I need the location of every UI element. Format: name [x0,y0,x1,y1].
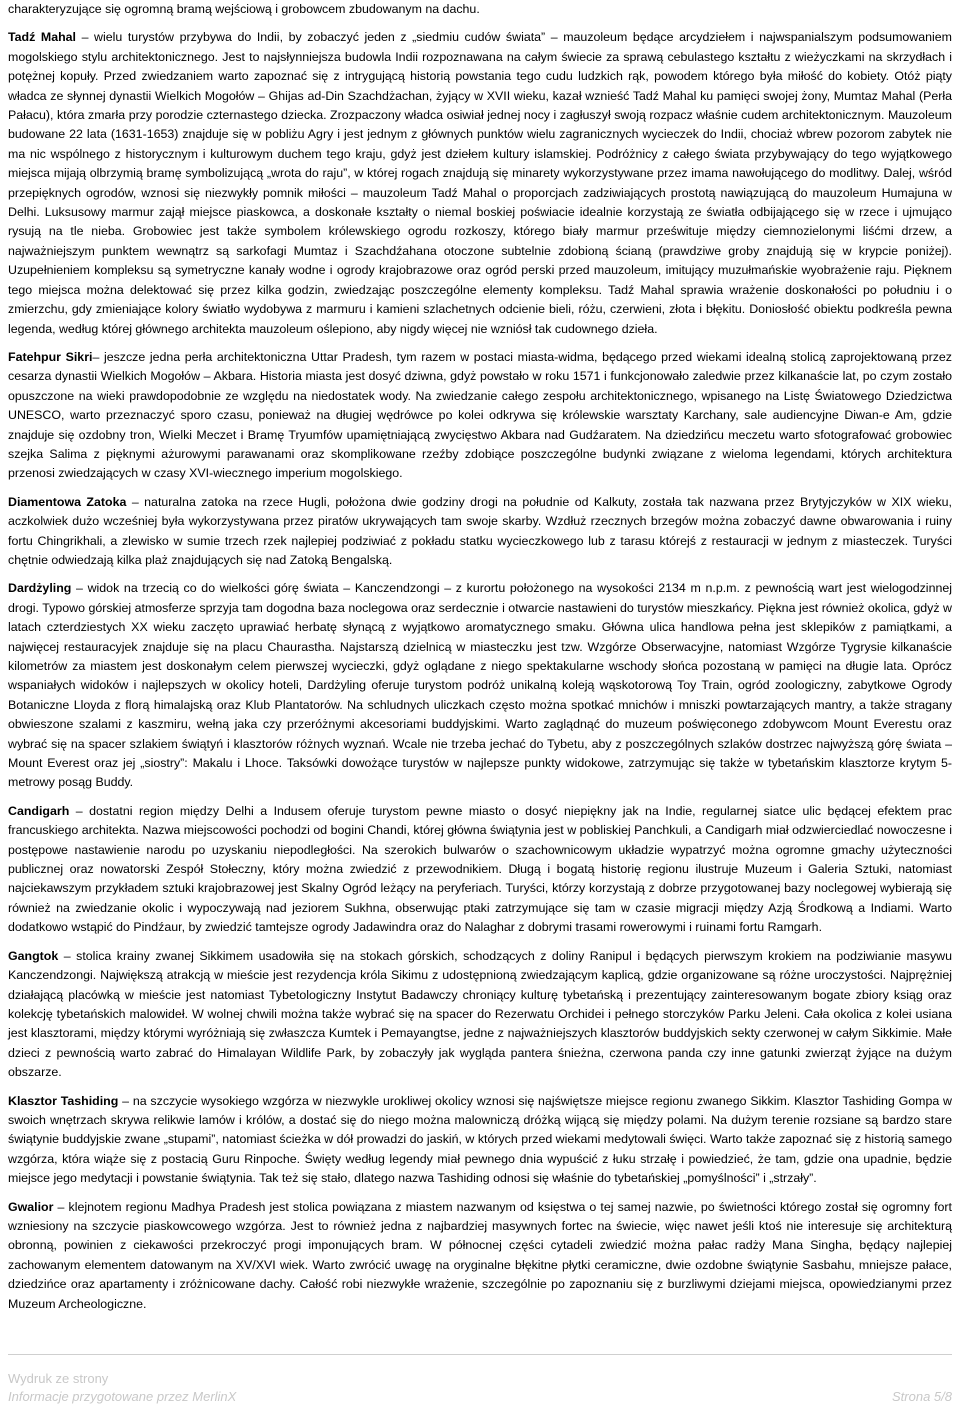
paragraph-heading: Tadź Mahal [8,30,76,45]
footer-page-number: Strona 5/8 [892,1389,952,1404]
footer-print-label: Wydruk ze strony [8,1371,109,1386]
paragraph-text: – na szczycie wysokiego wzgórza w niezwykle urokliwej okolicy wznosi się najświętsze miejsce regionu zwanego Sikkim. Klasztor Tashiding Gompa w swoich wnętrzach skrywa relikwie lamów i królów, a dostać się do niego można malowniczą dróżką wijącą się między polami. Na dużym terenie rozsiane są bardzo stare świątynie buddyjskie zwane „stupami”, natomiast ścieżka w dół prowadzi do jaskiń, w których przed wiekami medytowali święci. Warto także zapoznać się z historią samego wzgórza, która wiąże się z postacią Guru Rinpoche. Święty według legendy miał pewnego dnia wypuścić z łuku strzałę i powiedzieć, że tam, gdzie ona upadnie, będzie miejsce jego medytacji i powstanie świątynia. Tak też się stało, dlatego nazwa Tashiding odnosi się właśnie do tybetańskiej „pomyślności” i „strzały”. [8,1093,952,1186]
paragraph-text: – widok na trzecią co do wielkości górę świata – Kanczendzongi – z kurortu położonego na wysokości 2134 m n.p.m. z pewnością wart jest wielogodzinnej drogi. Typowo górskiej atmosferze sprzyja tam dogodna baza noclegowa oraz serdecznie i otwarcie nastawieni do turystów mieszkańcy. Piękna jest również okolica, gdyż w latach czterdziestych XX wieku zaczęto uprawiać herbatę słynącą z wyjątkowo aromatycznego smaku. Główna ulica handlowa pełna jest sklepików z pamiątkami, a najwięcej restauracyjek znajduje się na placu Chaurastha. Najstarszą dzielnicą w miasteczku jest tzw. Wzgórze Obserwacyjne, natomiast Wzgórze Tygrysie kilkanaście kilometrów za miastem jest doskonałym celem pierwszej wycieczki, gdyż oglądane z niego spektakularne wschody słońca pozostaną w pamięci na długie lata. Oprócz wspaniałych widoków i najlepszych w okolicy hoteli, Dardżyling oferuje turystom podróż unikalną koleją wąskotorową Toy Train, ogród zoologiczny, zabytkowe Ogrody Botaniczne Lloyda z florą himalajską oraz Klub Plantatorów. Na schludnych uliczkach często można spotkać mnichów i mniszki powtarzających mantry, a także stragany obwieszone szalami z kaszmiru, wełną jaka czy przeróżnymi akcesoriami buddyjskimi. Warto zaglądnąć do muzeum poświęconego zdobywcom Mount Everestu oraz wybrać się na spacer szlakiem świątyń i klasztorów różnych wyznań. Wcale nie trzeba jechać do Tybetu, aby z poszczególnych szlaków dostrzec najwyższą górę świata – Mount Everest oraz jej „siostry”: Makalu i Lhoce. Taksówki dowożące turystów w najlepsze punkty widokowe, zatrzymując się także w tybetańskim klasztorze krytym 5-metrowy posąg Buddy. [8,581,952,790]
paragraph-heading: Klasztor Tashiding [8,1093,119,1108]
paragraph-heading: Dardżyling [8,581,72,596]
paragraph [8,493,952,571]
paragraph-text: charakteryzujące się ogromną bramą wejściową i grobowcem zbudowanym na dachu. [8,2,480,16]
paragraph-text: – klejnotem regionu Madhya Pradesh jest stolica powiązana z miastem nazwanym od księstwa o tej samej nazwie, po świetności którego został się ogromny fort wzniesiony na szczycie piaskowcowego wzgórza. Jest to również jedna z najbardziej masywnych fortec na świecie, więc nawet jeśli ktoś nie interesuje się architekturą obronną, powinien z ciekawości przekroczyć progi imponujących bram. W północnej części cytadeli zwiedzić można pałac radży Mana Singha, będący najlepiej zachowanym elementem datowanym na XV/XVI wiek. Warto zwrócić uwagę na oryginalne błękitne płytki ceramiczne, dwie ozdobne świątynie Sasbahu, mniejsze pałace, dziedzińce oraz apartamenty i zróżnicowane dachy. Całość robi niezwykłe wrażenie, szczególnie po zapoznaniu się z burzliwymi dziejami miejsca, opowiedzianymi przez Muzeum Archeologiczne. [8,1199,952,1311]
paragraph-heading: Gwalior [8,1199,54,1214]
paragraph [8,28,952,339]
footer-divider [8,1354,952,1355]
paragraph [8,0,952,19]
paragraph [8,1092,952,1189]
paragraph-text: – jeszcze jedna perła architektoniczna Uttar Pradesh, tym razem w postaci miasta-widma, będącego przed wiekami idealną stolicą zaprojektowaną przez cesarza dynastii Wielkich Mogołów – Akbara. Historia miasta jest dosyć dziwna, gdyż powstało w roku 1571 i funkcjonowało zaledwie przez kilkanaście lat, po czym zostało opuszczone na wieki prawdopodobnie ze względu na niedostatek wody. Na zwiedzanie całego zespołu architektonicznego, wpisanego na Listę Światowego Dziedzictwa UNESCO, warto przeznaczyć sporo czasu, ponieważ na długiej wędrówce po kolei odkrywa się królewskie warsztaty Karchany, sale audiencyjne Diwan-e Am, gdzie znajduje się ozdobny tron, Wielki Meczet i Bramę Tryumfów upamiętniającą zwycięstwo Akbara nad Gudźaratem. Na dziedzińcu meczetu warto sfotografować grobowiec szejka Salima z pięknymi ażurowymi parawanami oraz skomplikowane rzeźby zdobiące poszczególne budynki związane z wieloma legendami, których architektura przenosi zwiedzających w czasy XVI-wiecznego imperium mogolskiego. [8,349,952,481]
paragraph-heading: Diamentowa Zatoka [8,494,127,509]
document-body [8,0,952,1323]
paragraph-text: – naturalna zatoka na rzece Hugli, położona dwie godziny drogi na południe od Kalkuty, została tak nazwana przez Brytyjczyków w XIX wieku, aczkolwiek dużo wcześniej była wykorzystywana przez piratów ukrywających tam swoje skarby. Wzdłuż rzecznych brzegów można zobaczyć dawne obwarowania i ruiny fortu Chingrikhali, a zlewisko w sumie trzech rzek najlepiej podziwiać z pokładu statku wycieczkowego lub z tarasu którejś z restauracji w jednym z miasteczek. Turyści chętnie odwiedzają kilka plaż znajdujących się nad Zatoką Bengalską. [8,494,952,567]
paragraph-text: – stolica krainy zwanej Sikkimem usadowiła się na stokach górskich, schodzących z doliny Ranipul i będących pierwszym krokiem na podziwianie masywu Kanczendzongi. Największą atrakcją w mieście jest rezydencja króla Sikimu z udostępnioną zwiedzającym kaplicą, gdzie organizowane są różne uroczystości. Najprężniej działającą placówką w mieście jest natomiast Tybetologiczny Instytut Badawczy chroniący kulturę tybetańską i prezentujący zainteresowanym bogate zbiory ksiąg oraz kolekcję tybetańskich malowideł. W wolnej chwili można także wybrać się na spacer do Rezerwatu Orchidei i pełnego storczyków Parku Jeleni. Cała okolica z kolei usiana jest klasztorami, między którymi wyróżniają się zwłaszcza Kumtek i Pemayangtse, jedne z najważniejszych klasztorów buddyjskich sekty czerwonej w całym Sikkimie. Małe dzieci z pewnością warto zabrać do Himalayan Wildlife Park, by zobaczyły jak wygląda pantera śnieżna, czerwona panda czy inne gatunki zwierząt żyjące na dużym obszarze. [8,948,952,1080]
paragraph [8,579,952,792]
paragraph-heading: Gangtok [8,948,59,963]
paragraph [8,348,952,484]
paragraph-text: – dostatni region między Delhi a Indusem oferuje turystom pewne miasto o dosyć niepiękny jak na Indie, regularnej siatce ulic będącej efektem prac francuskiego architekta. Nazwa miejscowości pochodzi od bogini Chandi, której główna świątynia jest w pobliskiej Panchkuli, a Candigarh miał odzwierciedlać nowoczesne i postępowe nastawienie narodu po uzyskaniu niepodległości. Na szerokich bulwarów o szachownicowym układzie wypatrzyć można ogromne gmachy użyteczności publicznej oraz nowatorski Zespół Stołeczny, który można zwiedzić z przewodnikiem. Długą i bogatą historię regionu ilustruje Muzeum i Galeria Sztuki, natomiast najciekawszym przykładem sztuki krajobrazowej jest Skalny Ogród leżący na peryferiach. Turyści, którzy korzystają z dobrze przygotowanej bazy noclegowej wybierają się również na zwiedzanie okolic i wypoczywają nad jeziorem Sukhna, obserwując ptaki zatrzymujące się tam w czasie migracji między Azją Środkową a Indiami. Warto dodatkowo wstąpić do Pindźaur, by zwiedzić tamtejsze ogrody Jadawindra oraz do Nalaghar z dobrymi trasami rowerowymi i ruinami fortu Ramgarh. [8,803,952,935]
paragraph-text: – wielu turystów przybywa do Indii, by zobaczyć jeden z „siedmiu cudów świata” – mauzoleum będące arcydziełem i najwspanialszym podsumowaniem mogolskiego stylu architektonicznego. Jest to najsłynniejsza budowla Indii rozpoznawana na całym świecie za sprawą cebulastego kształtu z wieżyczkami na skrzydłach i potężnej kopuły. Przed zwiedzaniem warto zapoznać się z intrygującą historią powstania tego cudu ludzkich rąk, powodem którego była miłość do kobiety. Otóż piąty władca ze słynnej dynastii Wielkich Mogołów – Ghijas ad-Din Szachdżachan, żyjący w XVII wieku, kazał wznieść Tadź Mahal ku pamięci swojej żony, Mumtaz Mahal (Perła Pałacu), która zmarła przy porodzie czternastego dziecka. Zrozpaczony władca osiwiał jednej nocy i zagłuszył swoją rozpacz właśnie cudem architektonicznym. Mauzoleum budowane 22 lata (1631-1653) znajduje się w pobliżu Agry i jest jednym z głównych punktów wielu zagranicznych wycieczek do Indii, chociaż wbrew pozorom zabytek nie ma nic wspólnego z historycznym i kulturowym duchem tego kraju, gdyż jest dziełem kultury islamskiej. Podróżnicy z całego świata przybywający do tego wyjątkowego miejsca mijają olbrzymią bramę symbolizującą „wrota do raju”, w której rogach znajdują się minarety wykorzystywane przez imama nawołującego do modlitwy. Dalej, wśród przepięknych ogrodów, wznosi się niezwykły pomnik miłości – mauzoleum Tadź Mahal o proporcjach zadziwiających prostotą nawiązującą do mauzoleum Humajuna w Delhi. Luksusowy marmur zajął miejsce piaskowca, a doskonałe kształty o niemal boskiej poświacie idealnie korzystają ze światła odbijającego się w rzece i ujmująco rysują na tle nieba. Grobowiec jest także symbolem królewskiego ogrodu rozkoszy, którego biały marmur prześwituje między ciemnozielonymi liśćmi drzew, a najważniejszym punktem wewnątrz są sarkofagi Mumtaz i Szachdźahana otoczone subtelnie zdobioną ścianą (prawdziwe groby znajdują się w krypcie poniżej). Uzupełnieniem kompleksu są symetryczne kanały wodne i ogrody krajobrazowe oraz ogród perski przed mauzoleum, imitujący muzułmańskie wyobrażenie raju. Pięknem tego miejsca można delektować się przez kilka godzin, zwiedzając poszczególne elementy kompleksu. Tadź Mahal sprawia wrażenie doskonałości po południu i o zmierzchu, gdy zmieniające kolory światło wydobywa z marmuru i kamieni szlachetnych odcienie bieli, różu, czerwieni, złota i błękitu. Doniosłość obiektu podkreśla pewna legenda, według której głównego architekta mauzoleum oślepiono, aby nigdy więcej nie wzniósł tak cudownego dzieła. [8,30,952,336]
paragraph [8,1198,952,1314]
paragraph-heading: Candigarh [8,803,70,818]
paragraph [8,802,952,938]
footer-credit: Informacje przygotowane przez MerlinX [8,1389,237,1404]
paragraph [8,947,952,1083]
paragraph-heading: Fatehpur Sikri [8,349,93,364]
